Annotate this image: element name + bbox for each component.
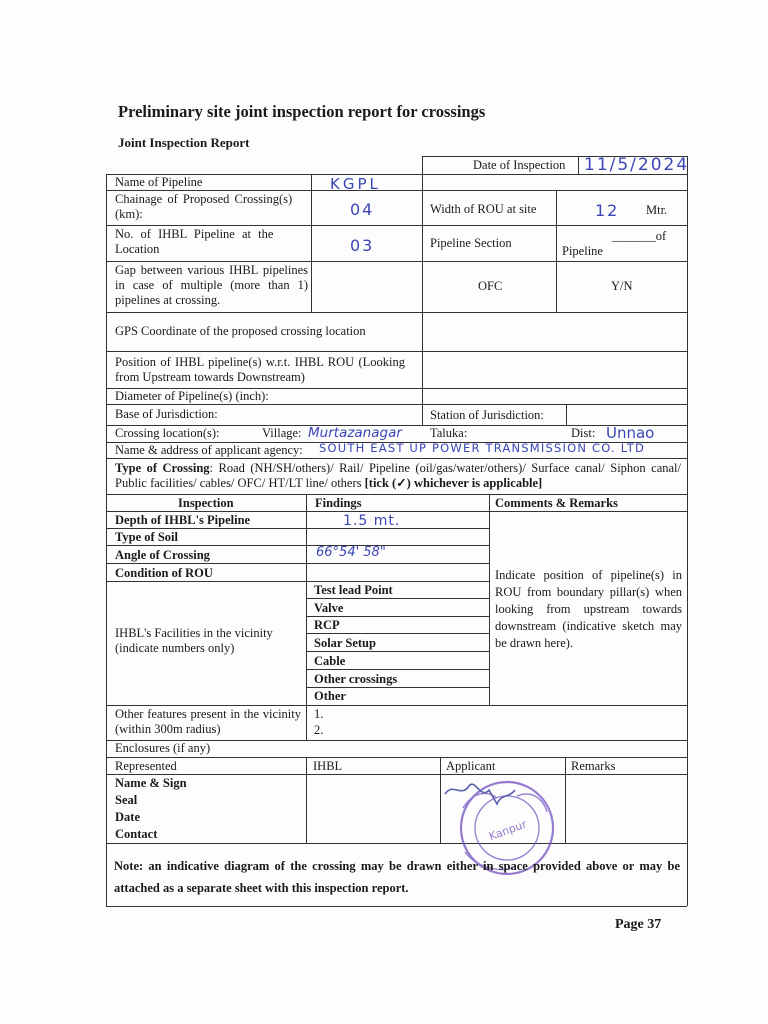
facilities-label: IHBL's Facilities in the vicinity (indicate numbers only)	[115, 626, 273, 655]
page-subtitle: Joint Inspection Report	[118, 135, 250, 150]
note-text: Note: an indicative diagram of the crossing may be drawn either in space provided above or may be attached as a separate sheet with this inspection report.	[114, 859, 680, 895]
ihbl-header: IHBL	[313, 759, 343, 773]
yn-label: Y/N	[611, 279, 633, 293]
dist-value: Unnao	[606, 424, 655, 442]
facility-cable: Cable	[314, 654, 346, 668]
gap-label: Gap between various IHBL pipelines in case of multiple (more than 1) pipelines at crossing.	[115, 263, 308, 307]
enclosures-label: Enclosures (if any)	[115, 741, 211, 755]
contact-label: Contact	[115, 827, 158, 841]
facility-other: Other	[314, 689, 346, 703]
other-features-label: Other features present in the vicinity (within 300m radius)	[115, 707, 301, 736]
pipeline-section-of: _______of	[612, 229, 667, 243]
depth-value: 1.5 mt.	[343, 513, 401, 529]
taluka-label: Taluka:	[430, 426, 468, 440]
inspection-header: Inspection	[178, 496, 234, 510]
ofc-label: OFC	[478, 279, 503, 293]
rou-condition-label: Condition of ROU	[115, 566, 213, 580]
date-of-inspection-value: 11/5/2024	[584, 155, 690, 175]
other-feature-2: 2.	[314, 723, 324, 737]
village-value: Murtazanagar	[308, 425, 402, 441]
type-of-crossing-tick-note: [tick (✓) whichever is applicable]	[364, 476, 543, 490]
name-of-pipeline-value: KGPL	[330, 175, 381, 193]
width-rou-unit: Mtr.	[646, 203, 668, 217]
applicant-header: Applicant	[446, 759, 496, 773]
comments-header: Comments & Remarks	[495, 496, 618, 510]
chainage-label: Chainage of Proposed Crossing(s) (km):	[115, 192, 293, 221]
remarks-header: Remarks	[571, 759, 616, 773]
facility-solar-setup: Solar Setup	[314, 636, 376, 650]
pipeline-section-label: Pipeline Section	[430, 236, 512, 250]
crossing-location-label: Crossing location(s):	[115, 426, 220, 440]
findings-header: Findings	[315, 496, 362, 510]
no-pipeline-value: 03	[350, 236, 375, 255]
width-rou-value: 12	[595, 201, 620, 220]
soil-label: Type of Soil	[115, 530, 178, 544]
type-of-crossing-options: : Road (NH/SH/others)/ Rail/ Pipeline (oil/gas/water/others)/ Surface canal/ Siphon canal/ Public facilities/ cables/ OFC/ HT/LT line/ others	[115, 461, 681, 490]
page-title: Preliminary site joint inspection report for crossings	[118, 102, 486, 121]
svg-text:Kanpur: Kanpur	[487, 817, 529, 844]
date-label: Date	[115, 810, 140, 824]
date-of-inspection-label: Date of Inspection	[473, 158, 566, 172]
type-of-crossing-heading: Type of Crossing	[115, 461, 210, 475]
angle-label: Angle of Crossing	[115, 548, 210, 562]
name-of-pipeline-label: Name of Pipeline	[115, 175, 203, 189]
gps-label: GPS Coordinate of the proposed crossing location	[115, 324, 366, 338]
no-pipeline-label: No. of IHBL Pipeline at the Location	[115, 227, 274, 256]
chainage-value: 04	[350, 200, 375, 219]
station-jurisdiction-label: Station of Jurisdiction:	[430, 408, 544, 422]
facility-test-lead-point: Test lead Point	[314, 583, 393, 597]
applicant-agency-value: SOUTH EAST UP POWER TRANSMISSION CO. LTD	[319, 441, 646, 455]
seal-label: Seal	[115, 793, 138, 807]
facility-valve: Valve	[314, 601, 344, 615]
dist-label: Dist:	[571, 426, 596, 440]
facility-other-crossings: Other crossings	[314, 672, 398, 686]
type-of-crossing	[115, 461, 681, 491]
village-label: Village:	[262, 426, 302, 440]
depth-label: Depth of IHBL's Pipeline	[115, 513, 251, 527]
represented-header: Represented	[115, 759, 177, 773]
remarks-instructions: Indicate position of pipeline(s) in ROU from boundary pillar(s) when looking from upstream towards downstream (indicative sketch may be drawn here).	[495, 568, 682, 650]
base-jurisdiction-label: Base of Jurisdiction:	[115, 407, 218, 421]
name-sign-label: Name & Sign	[115, 776, 187, 790]
facility-rcp: RCP	[314, 618, 340, 632]
pipeline-section-pipeline: Pipeline	[562, 244, 603, 258]
page-number: Page 37	[615, 917, 662, 932]
position-label: Position of IHBL pipeline(s) w.r.t. IHBL ROU (Looking from Upstream towards Downstream)	[115, 355, 405, 384]
other-feature-1: 1.	[314, 707, 324, 721]
width-rou-label: Width of ROU at site	[430, 202, 537, 216]
diameter-label: Diameter of Pipeline(s) (inch):	[115, 389, 269, 403]
angle-value: 66°54' 58"	[316, 545, 386, 560]
applicant-agency-label: Name & address of applicant agency:	[115, 443, 303, 457]
